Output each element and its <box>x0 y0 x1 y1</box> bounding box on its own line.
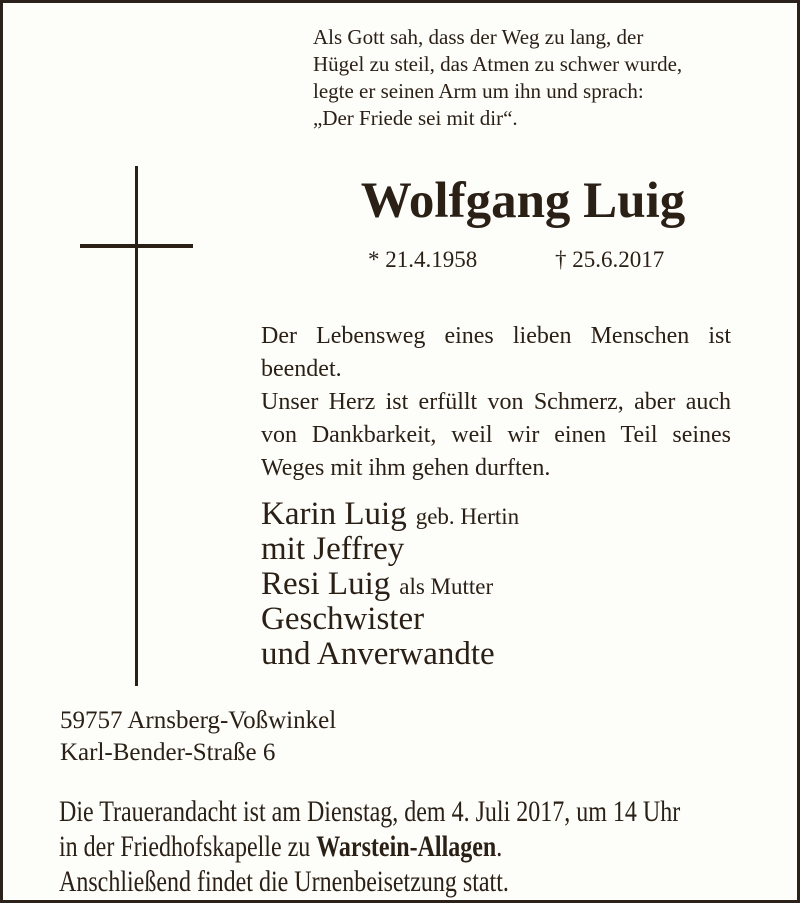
mourner-row <box>261 497 519 532</box>
mourner-row <box>261 637 519 672</box>
funeral-info <box>59 794 680 899</box>
obituary-line: Unser Herz ist erfüllt von Schmerz, aber auch <box>261 389 731 415</box>
address-line: Karl-Bender-Straße 6 <box>60 739 276 766</box>
mourner-row <box>261 532 519 567</box>
mourner-name: mit Jeffrey <box>261 531 405 567</box>
funeral-line-text: in der Friedhofskapelle zu <box>59 830 317 863</box>
mourner-name: und Anverwandte <box>261 636 495 672</box>
death-date: † 25.6.2017 <box>555 247 665 272</box>
mourner-row <box>261 602 519 637</box>
obituary-line: von Dankbarkeit, weil wir einen Teil seines <box>261 422 731 448</box>
mourner-name: Resi Luig <box>261 566 391 602</box>
obituary-line: beendet. <box>261 356 342 382</box>
address-block <box>60 705 336 769</box>
cross-horizontal-bar <box>80 244 193 248</box>
obituary-text <box>261 320 731 485</box>
mourner-row <box>261 567 519 602</box>
funeral-location: Warstein-Allagen <box>316 830 497 863</box>
mourners-list <box>261 497 519 672</box>
mourner-name: Geschwister <box>261 601 425 637</box>
mourner-name: Karin Luig <box>261 496 407 532</box>
verse-line: „Der Friede sei mit dir“. <box>313 106 518 130</box>
verse-line: Als Gott sah, dass der Weg zu lang, der <box>313 25 644 49</box>
address-line: 59757 Arnsberg-Voßwinkel <box>60 707 337 734</box>
obituary-line: Der Lebensweg eines lieben Menschen ist <box>261 323 731 349</box>
birth-date: * 21.4.1958 <box>368 247 478 272</box>
mourner-note: geb. Hertin <box>415 504 520 529</box>
funeral-line-text: . <box>496 830 503 863</box>
memorial-verse <box>313 24 791 132</box>
mourner-note: als Mutter <box>399 574 494 599</box>
funeral-line: Anschließend findet die Urnenbeisetzung statt. <box>59 865 509 898</box>
funeral-line: Die Trauerandacht ist am Dienstag, dem 4. Juli 2017, um 14 Uhr <box>59 795 681 828</box>
verse-line: legte er seinen Arm um ihn und sprach: <box>313 79 644 103</box>
obituary-line: Weges mit ihm gehen durften. <box>261 455 551 481</box>
funeral-line <box>59 829 680 864</box>
deceased-name: Wolfgang Luig <box>360 173 686 229</box>
verse-line: Hügel zu steil, das Atmen zu schwer wurde, <box>313 52 683 76</box>
